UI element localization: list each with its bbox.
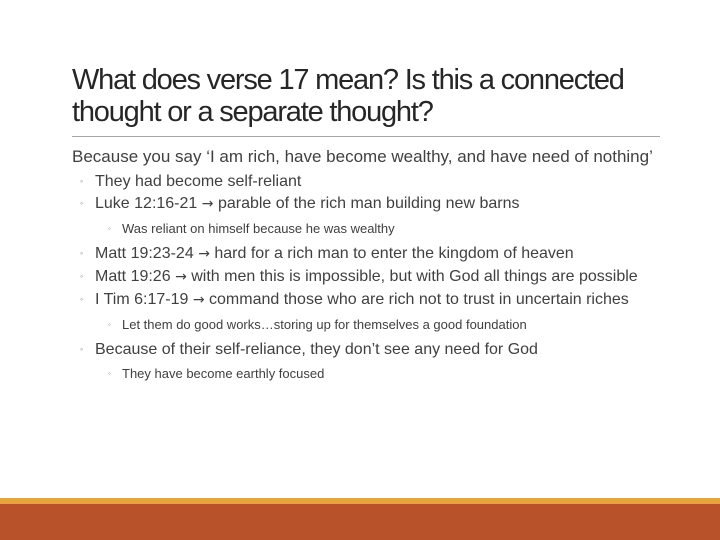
lead-paragraph: Because you say ‘I am rich, have become wealthy, and have need of nothing’ — [72, 147, 653, 166]
list-item-text: Because of their self-reliance, they don’t see any need for God — [95, 341, 538, 358]
sub-bullet-list — [108, 315, 672, 335]
bullet-marker: ◦ — [108, 224, 111, 233]
footer-accent-stripe — [0, 498, 720, 504]
bullet-marker: ◦ — [80, 344, 84, 354]
arrow-icon: → — [192, 292, 205, 308]
sub-list-item — [108, 364, 672, 384]
list-item-description: hard for a rich man to enter the kingdom of heaven — [214, 245, 574, 262]
scripture-reference: I Tim 6:17-19 — [95, 291, 189, 308]
scripture-reference: Matt 19:23-24 — [95, 245, 194, 262]
scripture-reference: Matt 19:26 — [95, 268, 171, 285]
sub-list-item-text: Was reliant on himself because he was wealthy — [122, 221, 395, 236]
sub-list-container — [72, 315, 672, 335]
slide-title: What does verse 17 mean? Is this a connected thought or a separate thought? — [72, 64, 624, 128]
sub-list-item-text: Let them do good works…storing up for themselves a good foundation — [122, 317, 527, 332]
list-item-description: with men this is impossible, but with God all things are possible — [191, 268, 638, 285]
sub-bullet-list — [108, 219, 672, 239]
bullet-list — [72, 171, 672, 384]
list-item — [72, 193, 672, 215]
sub-list-item — [108, 219, 672, 239]
bullet-marker: ◦ — [80, 248, 84, 258]
arrow-icon: → — [198, 246, 210, 262]
arrow-icon: → — [201, 196, 214, 212]
list-item — [72, 266, 672, 288]
sub-list-container — [72, 364, 672, 384]
sub-list-item-text: They have become earthly focused — [122, 366, 325, 381]
sub-bullet-list — [108, 364, 672, 384]
title-divider — [72, 136, 660, 137]
bullet-marker: ◦ — [80, 271, 84, 281]
list-item-description: command those who are rich not to trust in uncertain riches — [209, 291, 629, 308]
bullet-marker: ◦ — [108, 369, 111, 378]
bullet-marker: ◦ — [80, 176, 84, 186]
slide-body — [72, 147, 672, 388]
scripture-reference: Luke 12:16-21 — [95, 195, 198, 212]
list-item — [72, 243, 672, 265]
bullet-marker: ◦ — [80, 198, 84, 208]
list-item — [72, 289, 672, 311]
bullet-marker: ◦ — [108, 320, 111, 329]
bullet-marker: ◦ — [80, 294, 84, 304]
footer-bar — [0, 498, 720, 540]
sub-list-container — [72, 219, 672, 239]
list-item-text: They had become self-reliant — [95, 173, 302, 190]
list-item-description: parable of the rich man building new barns — [217, 195, 520, 212]
list-item — [72, 339, 672, 360]
list-item — [72, 171, 672, 192]
arrow-icon: → — [175, 269, 187, 285]
sub-list-item — [108, 315, 672, 335]
